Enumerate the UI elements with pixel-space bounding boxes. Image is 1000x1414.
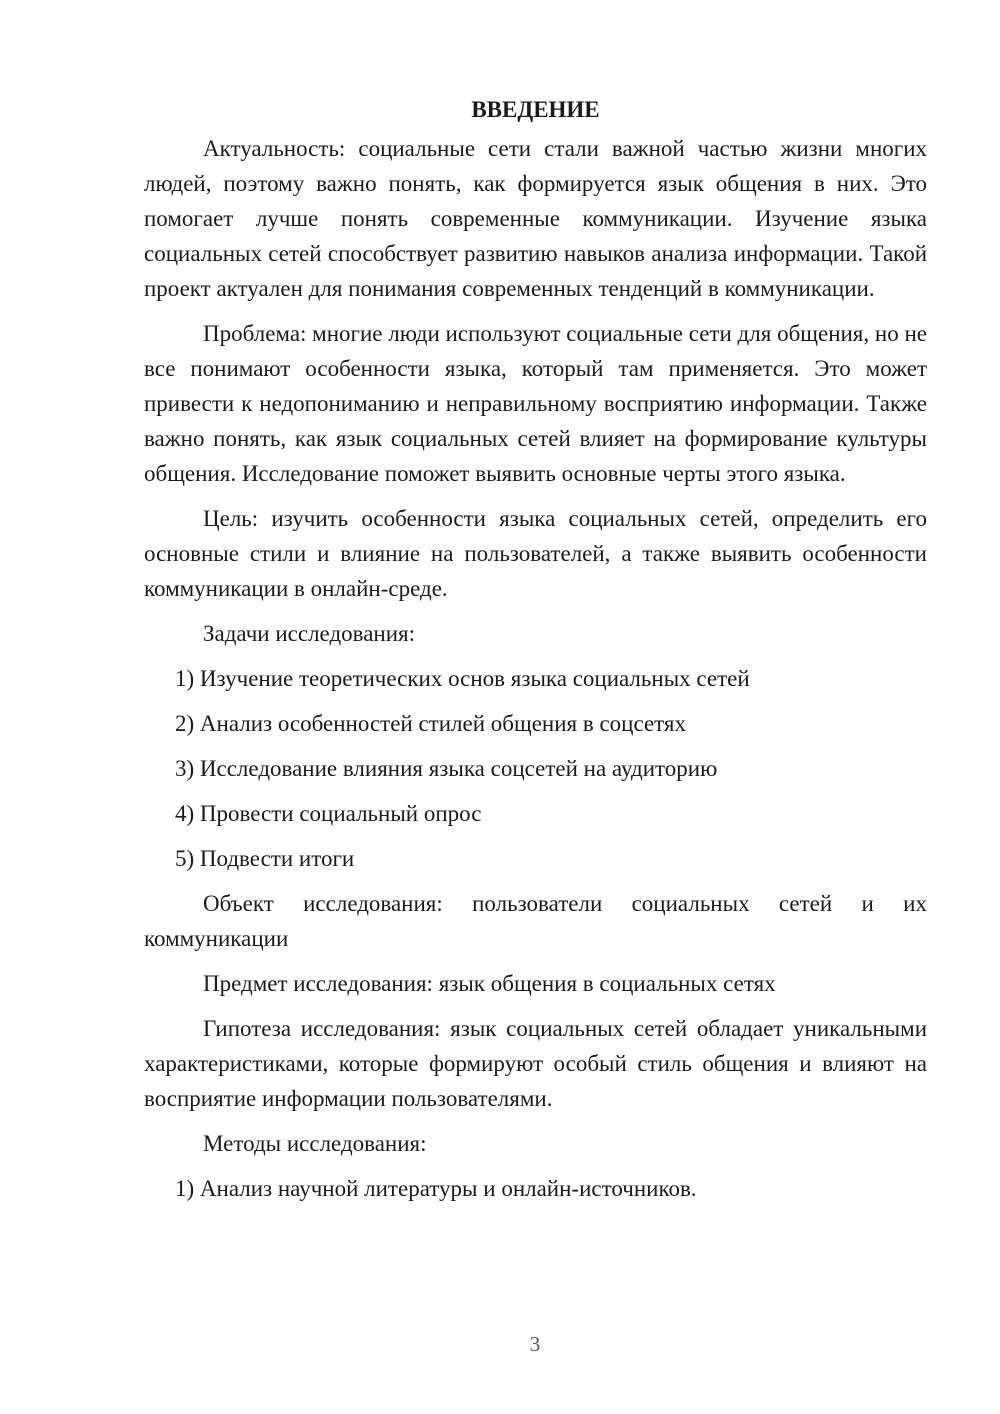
methods-list xyxy=(144,1171,927,1206)
list-item: 4) Провести социальный опрос xyxy=(175,801,482,826)
list-item: 3) Исследование влияния языка соцсетей на аудиторию xyxy=(175,756,718,781)
methods-title: Методы исследования: xyxy=(203,1131,427,1156)
list-item: 5) Подвести итоги xyxy=(175,846,355,871)
list-item: 1) Анализ научной литературы и онлайн-источников. xyxy=(175,1176,697,1201)
problem-paragraph: Проблема: многие люди используют социальные сети для общения, но не все понимают особенности языка, который там применяется. Это может привести к недопониманию и неправильному восприятию информации. Также важно понять, как язык социальных сетей влияет на формирование культуры общения. Исследование поможет выявить основные черты этого языка. xyxy=(144,321,927,486)
relevance-paragraph: Актуальность: социальные сети стали важной частью жизни многих людей, поэтому важно понять, как формируется язык общения в них. Это помогает лучше понять современные коммуникации. Изучение языка социальных сетей способствует развитию навыков анализа информации. Такой проект актуален для понимания современных тенденций в коммуникации. xyxy=(144,136,927,301)
page-title: ВВЕДЕНИЕ xyxy=(471,97,600,122)
page-number: 3 xyxy=(529,1332,541,1356)
object-paragraph: Объект исследования: пользователи социальных сетей и их коммуникации xyxy=(144,891,927,951)
subject-paragraph: Предмет исследования: язык общения в социальных сетях xyxy=(203,971,776,996)
goal-paragraph: Цель: изучить особенности языка социальных сетей, определить его основные стили и влияние на пользователей, а также выявить особенности коммуникации в онлайн-среде. xyxy=(144,506,927,601)
tasks-title: Задачи исследования: xyxy=(203,621,416,646)
document-page xyxy=(144,92,927,1216)
hypothesis-paragraph: Гипотеза исследования: язык социальных сетей обладает уникальными характеристиками, которые формируют особый стиль общения и влияют на восприятие информации пользователями. xyxy=(144,1016,927,1111)
tasks-list xyxy=(144,661,927,876)
list-item: 1) Изучение теоретических основ языка социальных сетей xyxy=(175,666,750,691)
list-item: 2) Анализ особенностей стилей общения в соцсетях xyxy=(175,711,686,736)
